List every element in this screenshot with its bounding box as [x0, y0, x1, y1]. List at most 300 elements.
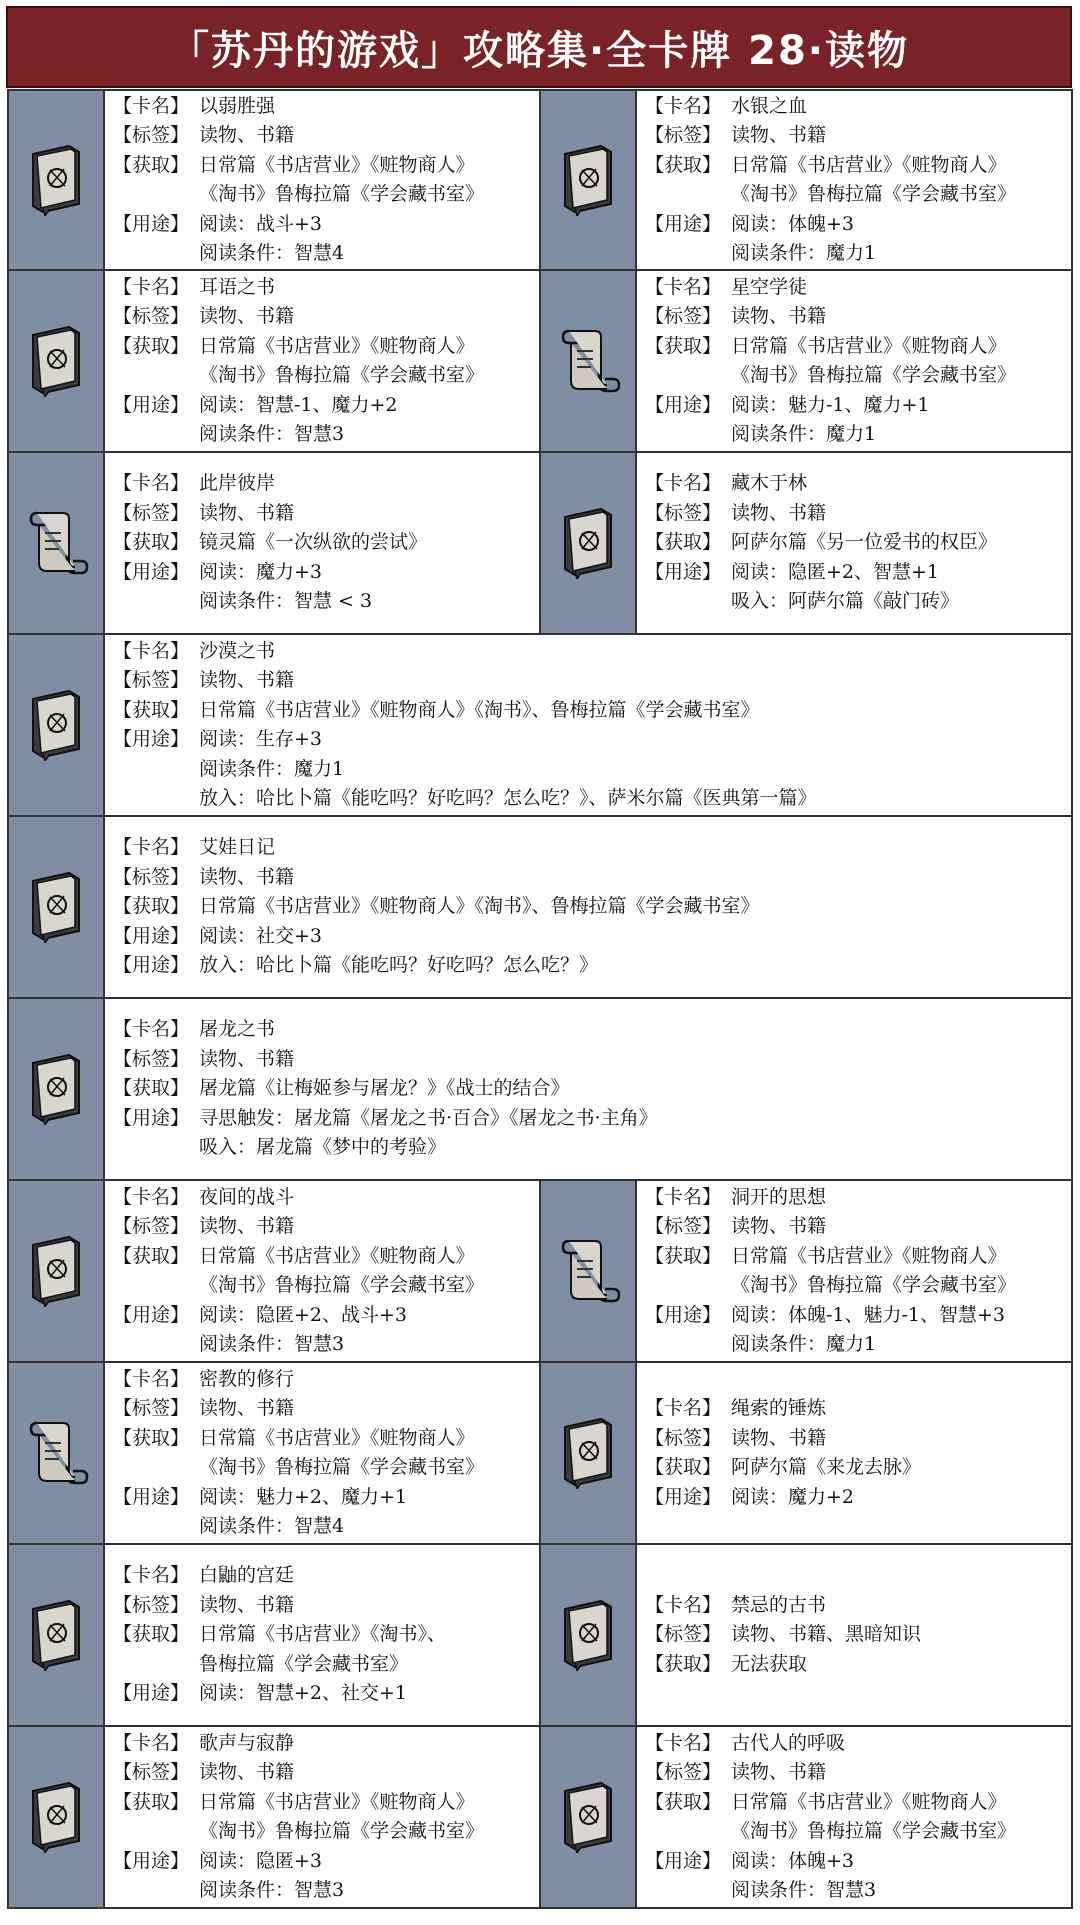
card-usage [113, 1301, 533, 1331]
card-name-label: 【卡名】 [113, 1185, 190, 1208]
card-name-value: 古代人的呼吸 [731, 1731, 846, 1754]
card-tags [645, 302, 1065, 332]
card-tags [113, 121, 533, 151]
card-source [113, 1074, 1065, 1104]
card-text [637, 1181, 1071, 1361]
card-icon-cell [9, 1727, 105, 1907]
card-name-value: 屠龙之书 [199, 1018, 276, 1041]
card-usage-value: 阅读：智慧+2、社交+1 [199, 1682, 408, 1705]
card-text [637, 271, 1071, 451]
card-name-value: 此岸彼岸 [199, 472, 276, 495]
card-row [7, 817, 1073, 999]
book-icon [555, 140, 621, 220]
card-tags-label: 【标签】 [645, 124, 722, 146]
card-name-value: 禁忌的古书 [731, 1593, 827, 1616]
card-icon-cell [9, 817, 105, 997]
card-icon-cell [541, 453, 637, 633]
card-row [7, 1727, 1073, 1909]
card-row [7, 1363, 1073, 1545]
card-tags-value: 读物、书籍 [731, 124, 827, 146]
card-row [7, 999, 1073, 1181]
card-usage-label: 【用途】 [645, 1303, 722, 1326]
card-usage-value: 阅读：社交+3 [199, 924, 323, 947]
card-tags-label: 【标签】 [645, 305, 722, 327]
card-tags-label: 【标签】 [113, 305, 190, 327]
card-row [7, 635, 1073, 817]
card-usage-value: 阅读：魔力+2 [731, 1485, 855, 1508]
card-tags [645, 1424, 1065, 1454]
card-source-value: 日常篇《书店营业》《淘书》、 [199, 1623, 447, 1646]
card-usage-label: 【用途】 [113, 924, 190, 947]
card-source-label: 【获取】 [645, 1456, 722, 1478]
card-source-label: 【获取】 [645, 153, 722, 176]
card-usage-cont: 阅读条件：智慧3 [199, 1879, 345, 1901]
card-name [645, 273, 1065, 303]
card-table [7, 89, 1073, 1909]
card-name-label: 【卡名】 [645, 472, 722, 495]
card-name-value: 洞开的思想 [731, 1185, 827, 1208]
card-icon-cell [9, 1363, 105, 1543]
card-source-value: 屠龙篇《让梅姬参与屠龙？》《战士的结合》 [199, 1077, 570, 1100]
card-tags-label: 【标签】 [113, 501, 190, 524]
book-icon [555, 503, 621, 583]
card-text [105, 1181, 539, 1361]
card-tags [113, 863, 1065, 893]
card-row [7, 1545, 1073, 1727]
card-text [105, 1545, 539, 1725]
card-name [113, 1561, 533, 1591]
card-icon-cell [9, 91, 105, 269]
card-entry [539, 1181, 1071, 1361]
card-entry [9, 1181, 539, 1361]
card-usage-cont: 阅读条件：智慧 < 3 [199, 590, 373, 613]
card-tags [645, 121, 1065, 151]
card-source-label: 【获取】 [645, 1790, 722, 1813]
card-tags-value: 读物、书籍 [731, 1426, 827, 1449]
card-name-value: 绳索的锤炼 [731, 1397, 827, 1419]
card-name-value: 耳语之书 [199, 275, 276, 298]
card-entry [539, 271, 1071, 451]
card-source-value: 无法获取 [731, 1652, 808, 1675]
card-name-label: 【卡名】 [113, 639, 190, 662]
card-text [637, 1727, 1071, 1907]
card-name [113, 469, 533, 499]
card-name-value: 以弱胜强 [199, 94, 276, 117]
card-tags [113, 1758, 533, 1788]
card-usage-extra [113, 951, 1065, 981]
card-tags [645, 1758, 1065, 1788]
card-usage [645, 1301, 1065, 1331]
card-icon-cell [541, 271, 637, 451]
card-usage-value: 寻思触发：屠龙篇《屠龙之书·百合》《屠龙之书·主角》 [199, 1106, 658, 1129]
card-text [637, 91, 1071, 269]
card-source [645, 1453, 1065, 1483]
card-usage [645, 1847, 1065, 1877]
card-usage [645, 1483, 1065, 1513]
card-name-label: 【卡名】 [645, 94, 722, 117]
card-source-cont: 《淘书》鲁梅拉篇《学会藏书室》 [199, 1456, 485, 1478]
card-text [637, 453, 1071, 633]
card-name-label: 【卡名】 [645, 1593, 722, 1616]
card-usage [113, 558, 533, 588]
card-usage-cont: 阅读条件：智慧4 [199, 242, 345, 264]
card-source-label: 【获取】 [113, 895, 190, 918]
card-usage-value: 阅读：体魄-1、魅力-1、智慧+3 [731, 1303, 1006, 1326]
book-icon [23, 1049, 89, 1129]
card-name [113, 1015, 1065, 1045]
card-tags-value: 读物、书籍 [731, 501, 827, 524]
card-text [105, 453, 539, 633]
card-usage-value: 阅读：魅力-1、魔力+1 [731, 393, 930, 416]
card-usage [645, 391, 1065, 421]
card-usage-label: 【用途】 [113, 1485, 190, 1508]
card-usage-value: 阅读：体魄+3 [731, 212, 855, 235]
card-row [7, 89, 1073, 271]
card-text [105, 1727, 539, 1907]
page-banner [6, 6, 1072, 88]
book-icon [23, 1595, 89, 1675]
card-usage [113, 210, 533, 240]
card-tags-label: 【标签】 [113, 669, 190, 691]
card-icon-cell [541, 91, 637, 269]
card-text [105, 635, 1071, 815]
card-usage-label: 【用途】 [113, 728, 190, 750]
card-source-cont: 《淘书》鲁梅拉篇《学会藏书室》 [731, 364, 1017, 386]
card-name-label: 【卡名】 [113, 1564, 190, 1587]
card-tags [113, 499, 533, 529]
card-source-value: 日常篇《书店营业》《赃物商人》 [199, 1244, 475, 1267]
card-name [645, 92, 1065, 122]
card-name-value: 歌声与寂静 [199, 1731, 295, 1754]
card-source [113, 1242, 533, 1272]
card-tags-value: 读物、书籍 [199, 124, 295, 146]
book-icon [23, 140, 89, 220]
card-name-label: 【卡名】 [645, 1731, 722, 1754]
card-entry [539, 1363, 1071, 1543]
card-source [645, 151, 1065, 181]
card-usage-cont: 吸入：阿萨尔篇《敲门砖》 [731, 590, 960, 613]
card-usage [645, 210, 1065, 240]
card-name-label: 【卡名】 [113, 836, 190, 859]
card-source-value: 日常篇《书店营业》《赃物商人》 [199, 1790, 475, 1813]
card-source-value: 日常篇《书店营业》《赃物商人》 [199, 153, 475, 176]
card-usage [113, 1104, 1065, 1134]
card-source-value: 日常篇《书店营业》《赃物商人》 [731, 334, 1007, 357]
card-name-value: 夜间的战斗 [199, 1185, 295, 1208]
card-icon-cell [541, 1363, 637, 1543]
card-usage-cont: 阅读条件：智慧3 [199, 1333, 345, 1355]
card-tags-label: 【标签】 [113, 1593, 190, 1616]
card-text [637, 1545, 1071, 1725]
card-name-value: 白鼬的宫廷 [199, 1564, 295, 1587]
card-tags-label: 【标签】 [645, 1426, 722, 1449]
card-usage [113, 1483, 533, 1513]
book-icon [23, 321, 89, 401]
card-name [645, 1729, 1065, 1759]
card-name-value: 藏木于林 [731, 472, 808, 495]
card-source-label: 【获取】 [645, 1244, 722, 1267]
scroll-icon [555, 1231, 621, 1311]
card-source-cont: 《淘书》鲁梅拉篇《学会藏书室》 [199, 183, 485, 205]
card-tags-label: 【标签】 [113, 1397, 190, 1419]
card-usage-cont: 阅读条件：魔力1 [199, 757, 345, 780]
card-text [637, 1363, 1071, 1543]
card-usage-label: 【用途】 [113, 212, 190, 235]
card-name-value: 艾娃日记 [199, 836, 276, 859]
book-icon [555, 1413, 621, 1493]
card-name-label: 【卡名】 [113, 94, 190, 117]
card-name [113, 833, 1065, 863]
card-source-label: 【获取】 [645, 531, 722, 554]
card-usage-cont: 阅读条件：智慧3 [731, 1879, 877, 1901]
card-source-cont: 《淘书》鲁梅拉篇《学会藏书室》 [199, 1820, 485, 1842]
card-tags-value: 读物、书籍 [199, 1761, 295, 1783]
card-tags [645, 1212, 1065, 1242]
card-usage-label: 【用途】 [113, 1849, 190, 1872]
card-icon-cell [9, 453, 105, 633]
card-source [113, 892, 1065, 922]
scroll-icon [23, 1413, 89, 1493]
card-name-label: 【卡名】 [113, 1018, 190, 1041]
card-tags-label: 【标签】 [113, 1761, 190, 1783]
card-usage-cont: 吸入：屠龙篇《梦中的考验》 [199, 1136, 447, 1159]
card-source-cont: 鲁梅拉篇《学会藏书室》 [199, 1652, 409, 1675]
card-entry [9, 271, 539, 451]
card-usage-value: 阅读：智慧-1、魔力+2 [199, 393, 398, 416]
card-text [105, 91, 539, 269]
card-name [113, 1365, 533, 1395]
card-source-cont: 《淘书》鲁梅拉篇《学会藏书室》 [199, 364, 485, 386]
card-tags-value: 读物、书籍、黑暗知识 [731, 1623, 922, 1646]
card-tags-label: 【标签】 [645, 1623, 722, 1646]
card-icon-cell [9, 635, 105, 815]
scroll-icon [555, 321, 621, 401]
card-name-value: 星空学徒 [731, 275, 808, 298]
card-usage [113, 725, 1065, 755]
card-tags-label: 【标签】 [645, 501, 722, 524]
card-name-value: 水银之血 [731, 94, 808, 117]
card-usage-label: 【用途】 [645, 1849, 722, 1872]
card-source [645, 1650, 1065, 1680]
card-entry [539, 91, 1071, 269]
page-title: 「苏丹的游戏」攻略集·全卡牌 28·读物 [169, 27, 909, 74]
card-name-label: 【卡名】 [113, 472, 190, 495]
book-icon [555, 1595, 621, 1675]
card-tags-label: 【标签】 [113, 1047, 190, 1070]
card-source [645, 528, 1065, 558]
card-tags-value: 读物、书籍 [199, 305, 295, 327]
card-name-label: 【卡名】 [113, 275, 190, 298]
card-name-label: 【卡名】 [645, 1185, 722, 1208]
card-entry [9, 999, 1071, 1179]
card-usage-label: 【用途】 [645, 1485, 722, 1508]
card-source-label: 【获取】 [113, 698, 190, 721]
card-usage-value: 阅读：隐匿+2、智慧+1 [731, 560, 940, 583]
card-usage-label: 【用途】 [113, 393, 190, 416]
card-entry [539, 1727, 1071, 1907]
card-source [113, 1788, 533, 1818]
card-source-value: 日常篇《书店营业》《赃物商人》 [199, 334, 475, 357]
card-entry [9, 635, 1071, 815]
card-usage-value: 阅读：战斗+3 [199, 212, 323, 235]
card-source [645, 1788, 1065, 1818]
card-usage-value: 阅读：生存+3 [199, 728, 323, 750]
card-usage-cont: 阅读条件：魔力1 [731, 423, 877, 445]
card-tags-value: 读物、书籍 [731, 1761, 827, 1783]
card-usage-cont: 阅读条件：魔力1 [731, 242, 877, 264]
card-name [645, 1591, 1065, 1621]
card-name [113, 1729, 533, 1759]
card-source-label: 【获取】 [113, 1426, 190, 1449]
card-name [113, 637, 1065, 667]
card-usage [113, 1847, 533, 1877]
card-usage-extra-label: 【用途】 [113, 954, 190, 977]
card-name [645, 1394, 1065, 1424]
card-usage-extra-value: 放入：哈比卜篇《能吃吗？好吃吗？怎么吃？》 [199, 954, 599, 977]
card-entry [9, 1545, 539, 1725]
card-tags-value: 读物、书籍 [199, 1593, 295, 1616]
card-usage-value: 阅读：魅力+2、魔力+1 [199, 1485, 408, 1508]
book-icon [555, 1777, 621, 1857]
book-icon [23, 685, 89, 765]
card-tags [113, 1591, 533, 1621]
card-row [7, 271, 1073, 453]
card-source-label: 【获取】 [113, 153, 190, 176]
card-source-label: 【获取】 [113, 334, 190, 357]
scroll-icon [23, 503, 89, 583]
card-tags [113, 1212, 533, 1242]
card-name [113, 92, 533, 122]
card-icon-cell [541, 1181, 637, 1361]
card-source-label: 【获取】 [113, 1790, 190, 1813]
card-source-label: 【获取】 [645, 334, 722, 357]
card-usage-value: 阅读：体魄+3 [731, 1849, 855, 1872]
card-tags-label: 【标签】 [113, 1215, 190, 1237]
card-source-value: 阿萨尔篇《来龙去脉》 [731, 1456, 922, 1478]
book-icon [23, 1777, 89, 1857]
card-row [7, 1181, 1073, 1363]
card-source-label: 【获取】 [113, 531, 190, 554]
card-icon-cell [541, 1727, 637, 1907]
card-source-value: 阿萨尔篇《另一位爱书的权臣》 [731, 531, 998, 554]
card-usage-label: 【用途】 [645, 212, 722, 235]
card-tags [113, 302, 533, 332]
card-usage [113, 1679, 533, 1709]
card-usage-label: 【用途】 [113, 1303, 190, 1326]
card-text [105, 271, 539, 451]
card-tags-value: 读物、书籍 [731, 305, 827, 327]
card-tags-value: 读物、书籍 [199, 501, 295, 524]
card-usage-cont: 阅读条件：智慧4 [199, 1515, 345, 1537]
card-row [7, 453, 1073, 635]
card-source-label: 【获取】 [645, 1652, 722, 1675]
card-usage-label: 【用途】 [645, 393, 722, 416]
card-source-label: 【获取】 [113, 1077, 190, 1100]
card-name [113, 273, 533, 303]
card-tags-value: 读物、书籍 [199, 865, 295, 888]
card-source [113, 696, 1065, 726]
card-tags-value: 读物、书籍 [731, 1215, 827, 1237]
card-text [105, 817, 1071, 997]
card-entry [9, 817, 1071, 997]
card-usage-label: 【用途】 [113, 1106, 190, 1129]
card-source-label: 【获取】 [113, 1623, 190, 1646]
card-icon-cell [541, 1545, 637, 1725]
card-usage-value: 阅读：隐匿+2、战斗+3 [199, 1303, 408, 1326]
card-tags [645, 1620, 1065, 1650]
card-entry [9, 91, 539, 269]
card-entry [9, 1727, 539, 1907]
book-icon [23, 1231, 89, 1311]
card-icon-cell [9, 1545, 105, 1725]
card-name-value: 沙漠之书 [199, 639, 276, 662]
card-tags-label: 【标签】 [645, 1761, 722, 1783]
card-source-value: 日常篇《书店营业》《赃物商人》《淘书》、鲁梅拉篇《学会藏书室》 [199, 895, 760, 918]
card-usage-value: 阅读：隐匿+3 [199, 1849, 323, 1872]
card-source [113, 1424, 533, 1454]
card-tags [645, 499, 1065, 529]
card-usage [113, 922, 1065, 952]
card-entry [9, 1363, 539, 1543]
card-usage-cont: 阅读条件：智慧3 [199, 423, 345, 445]
card-source [113, 528, 533, 558]
card-tags-value: 读物、书籍 [199, 1397, 295, 1419]
card-source [645, 1242, 1065, 1272]
card-text [105, 999, 1071, 1179]
card-entry [9, 453, 539, 633]
card-tags [113, 1045, 1065, 1075]
card-usage-value: 阅读：魔力+3 [199, 560, 323, 583]
card-usage-label: 【用途】 [113, 560, 190, 583]
card-tags-label: 【标签】 [645, 1215, 722, 1237]
card-usage-cont: 阅读条件：魔力1 [731, 1333, 877, 1355]
card-source [113, 332, 533, 362]
card-name [645, 469, 1065, 499]
card-tags-value: 读物、书籍 [199, 1047, 295, 1070]
card-name [113, 1183, 533, 1213]
card-tags-label: 【标签】 [113, 865, 190, 888]
card-name-value: 密教的修行 [199, 1367, 295, 1390]
card-source-cont: 《淘书》鲁梅拉篇《学会藏书室》 [731, 1274, 1017, 1296]
card-tags-label: 【标签】 [113, 124, 190, 146]
card-usage [645, 558, 1065, 588]
card-usage-label: 【用途】 [645, 560, 722, 583]
card-usage-cont: 放入：哈比卜篇《能吃吗？好吃吗？怎么吃？》、萨米尔篇《医典第一篇》 [199, 787, 817, 809]
card-entry [539, 1545, 1071, 1725]
card-tags-value: 读物、书籍 [199, 1215, 295, 1237]
card-tags [113, 666, 1065, 696]
card-icon-cell [9, 1181, 105, 1361]
card-name-label: 【卡名】 [113, 1367, 190, 1390]
card-source-cont: 《淘书》鲁梅拉篇《学会藏书室》 [199, 1274, 485, 1296]
card-source-value: 镜灵篇《一次纵欲的尝试》 [199, 531, 428, 554]
card-source-value: 日常篇《书店营业》《赃物商人》 [199, 1426, 475, 1449]
card-tags [113, 1394, 533, 1424]
card-source-label: 【获取】 [113, 1244, 190, 1267]
card-tags-value: 读物、书籍 [199, 669, 295, 691]
card-text [105, 1363, 539, 1543]
card-entry [539, 453, 1071, 633]
card-source-cont: 《淘书》鲁梅拉篇《学会藏书室》 [731, 183, 1017, 205]
book-icon [23, 867, 89, 947]
card-name-label: 【卡名】 [645, 1397, 722, 1419]
card-icon-cell [9, 999, 105, 1179]
card-usage [113, 391, 533, 421]
card-source [113, 151, 533, 181]
card-icon-cell [9, 271, 105, 451]
card-source-value: 日常篇《书店营业》《赃物商人》《淘书》、鲁梅拉篇《学会藏书室》 [199, 698, 760, 721]
card-name [645, 1183, 1065, 1213]
